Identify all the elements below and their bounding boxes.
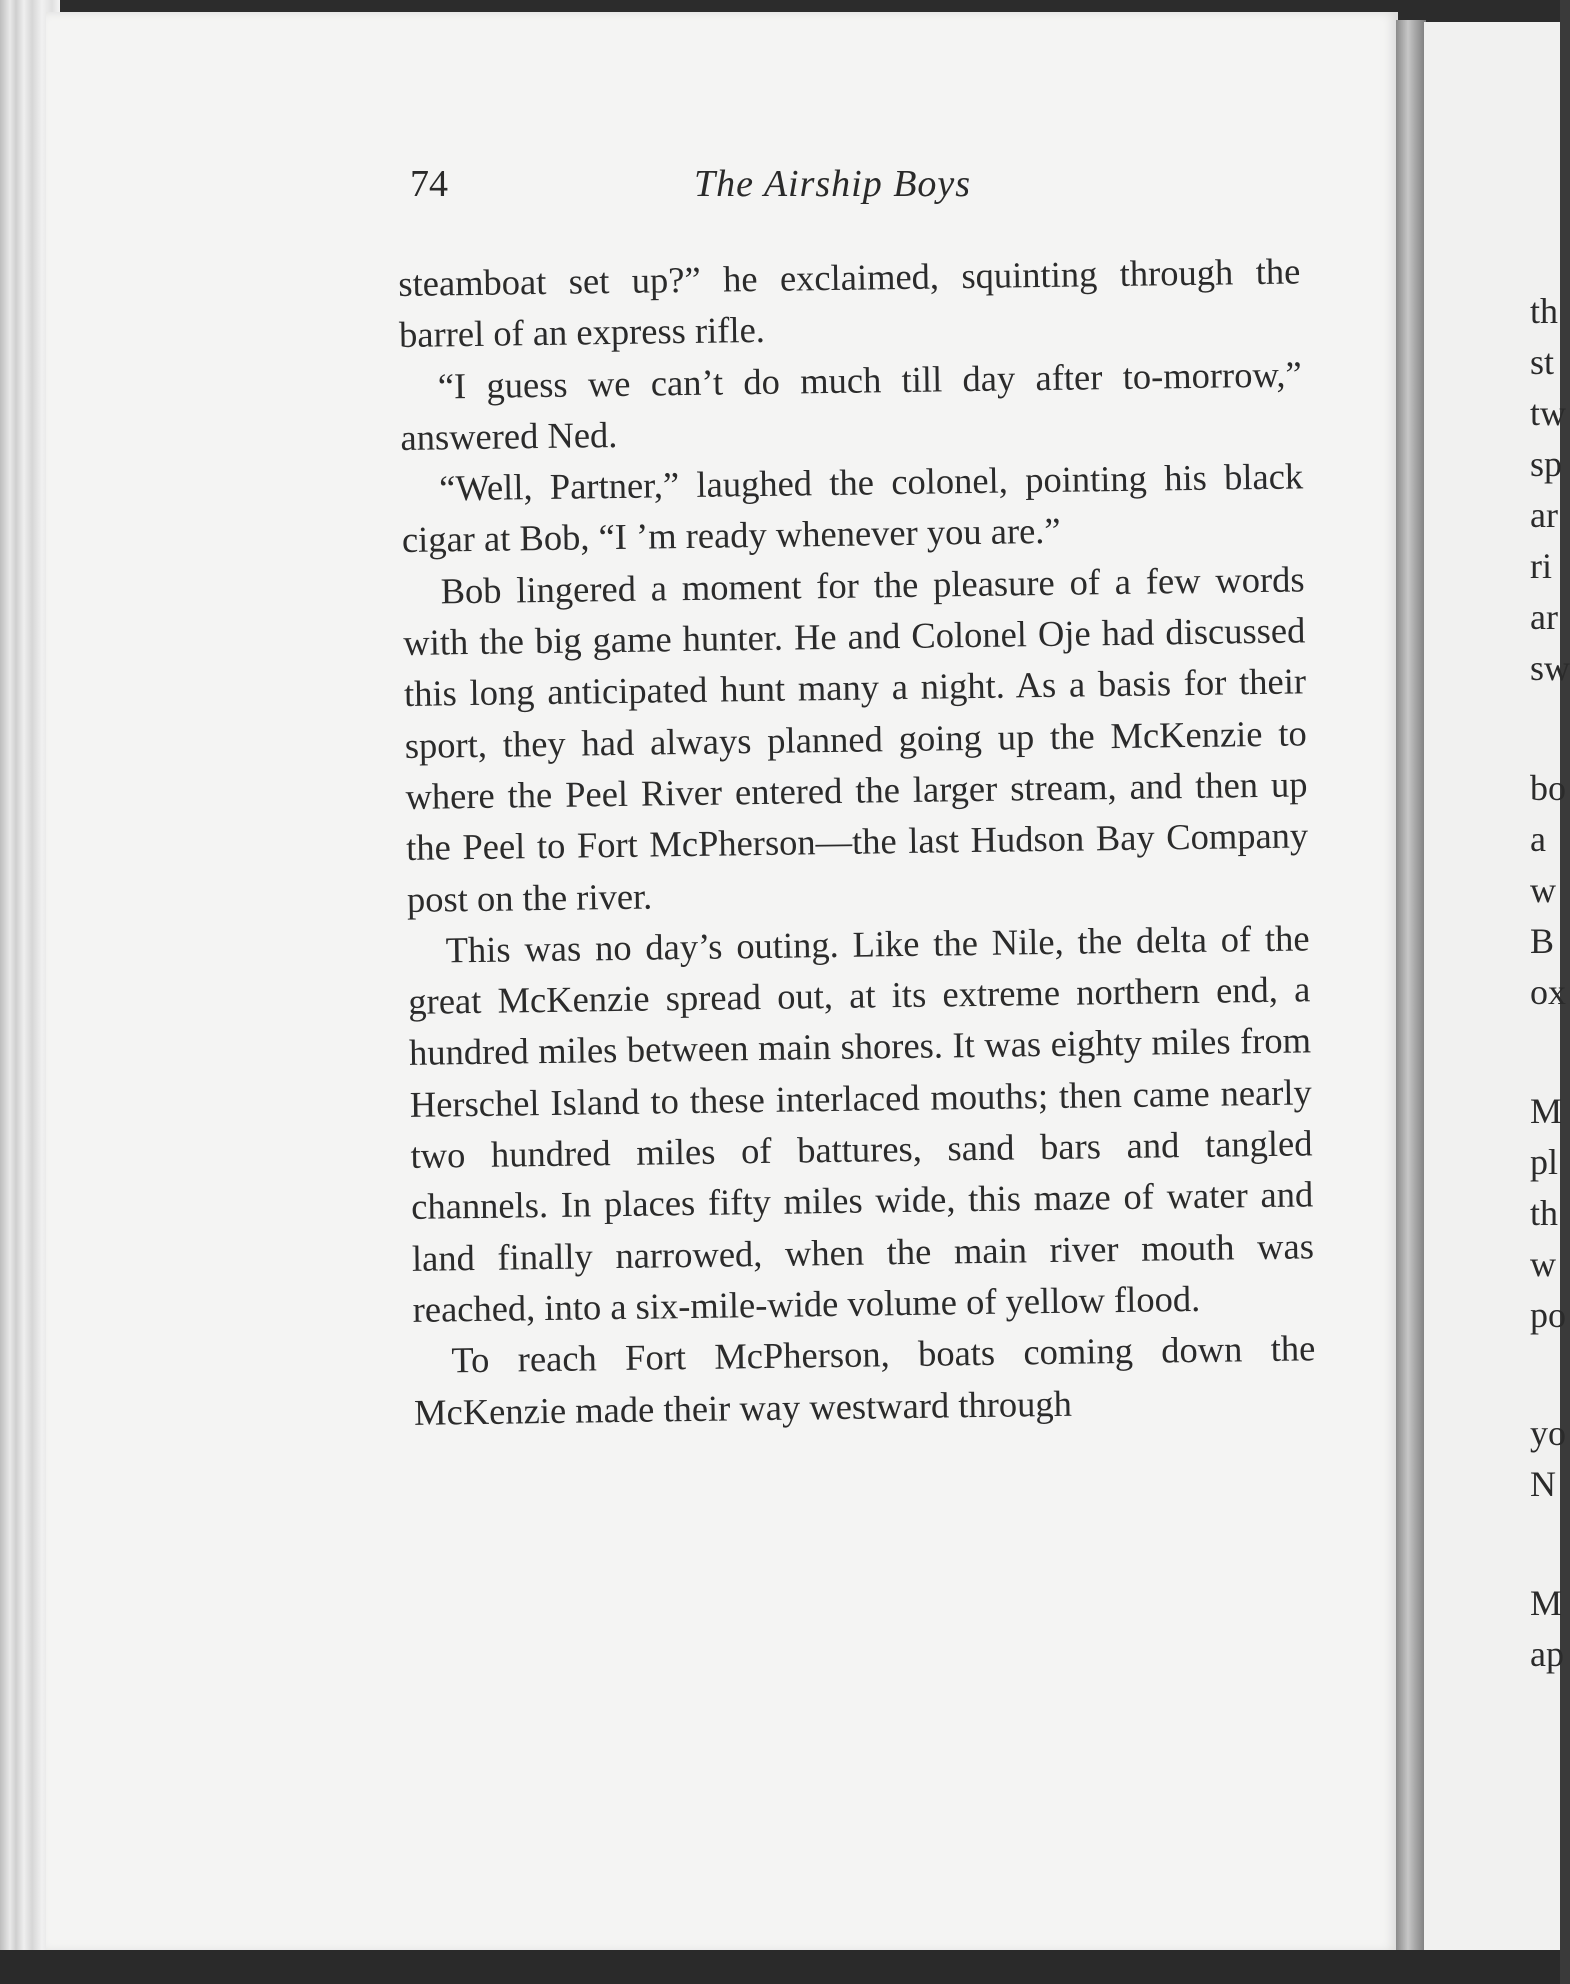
running-title: The Airship Boys bbox=[694, 163, 972, 205]
paragraph: This was no day’s outing. Like the Nile, the delta of the great McKenzie spread out, at its extreme northern end, a hundred miles between main shores. It was eighty miles from Herschel Island to these interlaced mouths; then came nearly two hundred miles of battures, sand bars and tangled channels. In places fifty miles wide, this maze of water and land finally narrowed, when the main river mouth was reached, into a six-mile-wide volume of yellow flood. bbox=[408, 917, 1315, 1330]
facing-line-fragment: sw bbox=[1530, 648, 1570, 688]
facing-line-fragment: N bbox=[1530, 1464, 1556, 1504]
facing-line-fragment: pl bbox=[1530, 1142, 1559, 1182]
facing-line-fragment: st bbox=[1530, 342, 1555, 382]
facing-line-fragment: ar bbox=[1530, 495, 1558, 535]
paragraph: “Well, Partner,” laughed the colonel, pointing his black cigar at Bob, “I ’m ready whenever you are.” bbox=[401, 455, 1304, 561]
scan-bottom-border bbox=[0, 1950, 1560, 1984]
facing-line-fragment: ar bbox=[1530, 597, 1558, 637]
facing-line-fragment: ap bbox=[1530, 1634, 1564, 1674]
facing-line-fragment: tw bbox=[1530, 393, 1566, 433]
facing-line-fragment: bo bbox=[1530, 768, 1566, 808]
facing-line-fragment: M bbox=[1530, 1583, 1563, 1623]
facing-line-fragment: ri bbox=[1530, 546, 1552, 586]
facing-line-fragment: M bbox=[1530, 1091, 1563, 1131]
paragraph: Bob lingered a moment for the pleasure of a few words with the big game hunter. He and Colonel Oje had discussed this long anticipated hunt many a night. As a basis for their sport, they had always planned going up the McKenzie to where the Peel River entered the larger stream, and then up the Peel to Fort McPherson—the last Hudson Bay Company post on the river. bbox=[403, 558, 1309, 920]
facing-line-fragment: ox bbox=[1530, 972, 1566, 1012]
paragraph: To reach Fort McPherson, boats coming down the McKenzie made their way westward through bbox=[413, 1327, 1316, 1433]
facing-line-fragment: w bbox=[1530, 870, 1556, 910]
facing-line-fragment: th bbox=[1530, 291, 1559, 331]
book-gutter bbox=[1396, 20, 1426, 1950]
running-head bbox=[410, 162, 1320, 222]
facing-line-fragment: w bbox=[1530, 1244, 1556, 1284]
facing-line-fragment: th bbox=[1530, 1193, 1559, 1233]
facing-line-fragment: a bbox=[1530, 819, 1546, 859]
facing-line-fragment: B bbox=[1530, 921, 1555, 961]
paragraph: steamboat set up?” he exclaimed, squinting through the barrel of an express rifle. bbox=[398, 250, 1301, 356]
page-number: 74 bbox=[410, 163, 448, 205]
paragraph: “I guess we can’t do much till day after to-morrow,” answered Ned. bbox=[400, 352, 1302, 458]
facing-line-fragment: po bbox=[1530, 1295, 1566, 1335]
body-text bbox=[398, 245, 1316, 1437]
facing-line-fragment: yo bbox=[1530, 1413, 1566, 1453]
facing-line-fragment: sp bbox=[1530, 444, 1563, 484]
